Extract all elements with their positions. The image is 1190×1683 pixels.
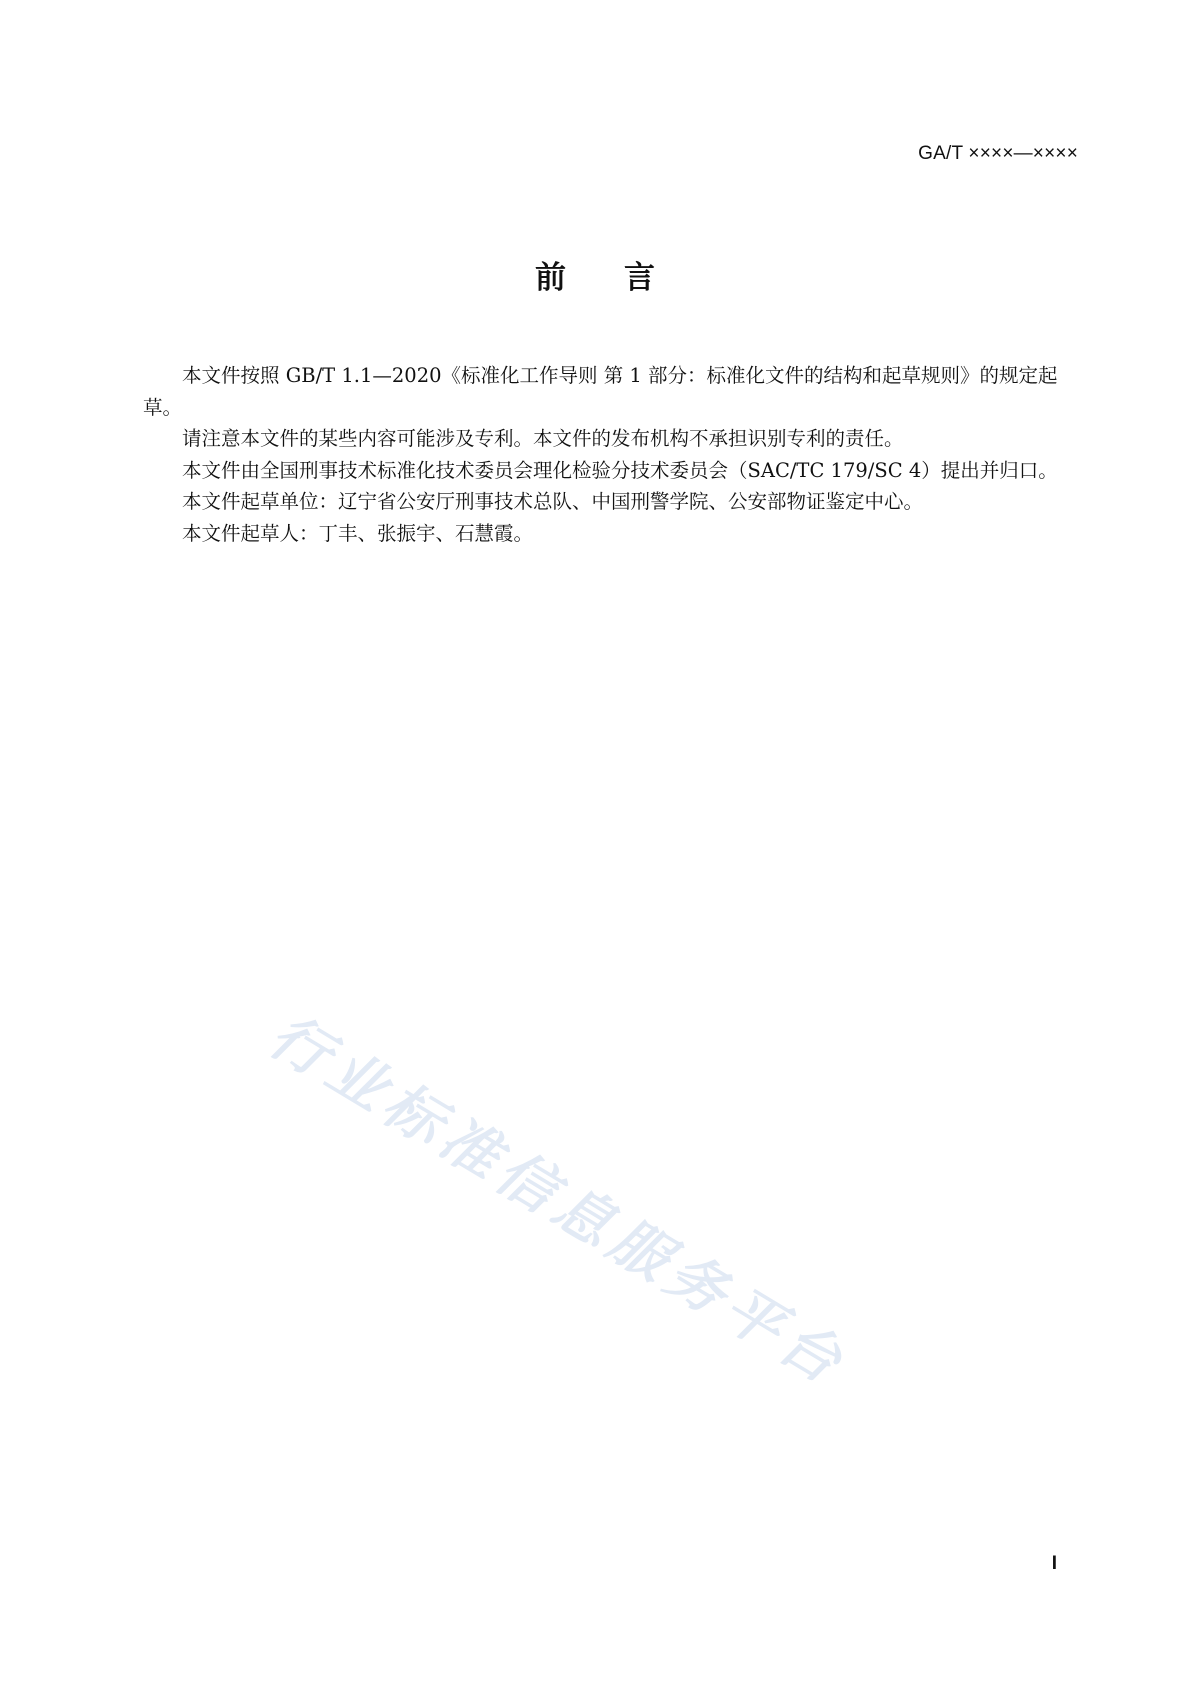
paragraph-proposer: 本文件由全国刑事技术标准化技术委员会理化检验分技术委员会（SAC/TC 179/SC 4）提出并归口。 <box>182 458 1058 482</box>
page-number: I <box>1051 1553 1057 1574</box>
watermark: 行业标准信息服务平台 <box>258 1001 860 1400</box>
page-title: 前言 <box>535 260 713 296</box>
document-code: GA/T ××××—×××× <box>918 143 1078 164</box>
paragraph-drafters: 本文件起草人：丁丰、张振宇、石慧霞。 <box>182 521 534 545</box>
paragraph-drafting-rules: 本文件按照 GB/T 1.1—2020《标准化工作导则 第 1 部分：标准化文件的结构和起草规则》的规定起草。 <box>143 364 1058 419</box>
paragraph-patent-notice: 请注意本文件的某些内容可能涉及专利。本文件的发布机构不承担识别专利的责任。 <box>182 427 904 450</box>
paragraph-drafting-units: 本文件起草单位：辽宁省公安厅刑事技术总队、中国刑警学院、公安部物证鉴定中心。 <box>182 490 924 513</box>
foreword-body <box>143 360 1086 549</box>
